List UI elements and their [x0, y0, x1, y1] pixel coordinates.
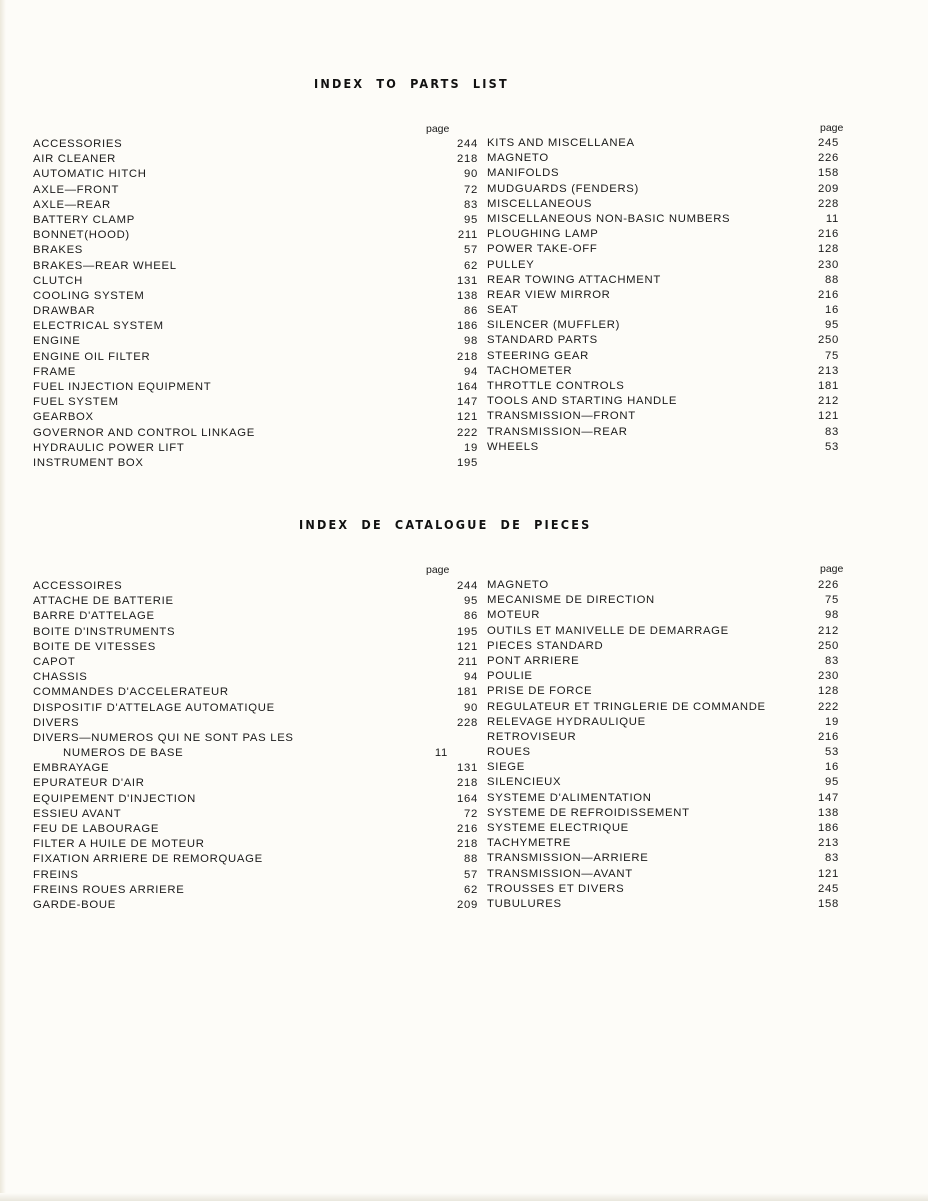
index-entry	[487, 608, 847, 623]
entry-name: MANIFOLDS	[487, 167, 560, 180]
index-entry	[487, 851, 847, 866]
entry-name: RELEVAGE HYDRAULIQUE	[487, 715, 646, 728]
entry-page-number: 131	[457, 274, 478, 287]
entry-page-number: 244	[457, 580, 478, 592]
entry-name: TRANSMISSION—FRONT	[487, 410, 636, 423]
entry-name: AXLE—REAR	[33, 198, 111, 211]
entry-page-number: 195	[457, 456, 478, 469]
entry-page-number: 72	[464, 183, 478, 196]
entry-page-number: 62	[464, 259, 478, 272]
entry-page-number: 121	[457, 411, 478, 424]
index-entry	[487, 806, 847, 821]
entry-name: EPURATEUR D'AIR	[33, 777, 145, 790]
entry-page-number: 250	[818, 334, 839, 347]
entry-name: GEARBOX	[33, 411, 94, 424]
entry-name: COOLING SYSTEM	[33, 289, 145, 302]
entry-page-number: 209	[457, 898, 478, 911]
index-entry	[33, 228, 478, 243]
entry-name: PIECES STANDARD	[487, 639, 604, 652]
entry-name: AUTOMATIC HITCH	[33, 168, 147, 181]
entry-name: SYSTEME DE REFROIDISSEMENT	[487, 806, 690, 819]
french-index-right-column	[487, 578, 847, 912]
index-entry	[33, 898, 478, 913]
entry-page-number: 86	[464, 610, 478, 623]
index-entry	[33, 441, 478, 456]
index-entry	[33, 731, 453, 746]
index-entry	[487, 669, 847, 684]
entry-name: ATTACHE DE BATTERIE	[33, 595, 174, 608]
entry-page-number: 95	[464, 595, 478, 608]
index-entry	[487, 212, 847, 227]
entry-name: ACCESSOIRES	[33, 580, 123, 592]
entry-name: TUBULURES	[487, 897, 562, 910]
index-entry	[487, 821, 847, 836]
index-entry	[487, 440, 847, 455]
index-entry	[33, 670, 478, 685]
entry-name: ACCESSORIES	[33, 138, 123, 150]
scan-bottom-shadow	[0, 1193, 928, 1201]
index-entry	[487, 409, 847, 424]
entry-page-number: 164	[457, 381, 478, 393]
french-index-left-column	[33, 579, 478, 913]
entry-page-number: 158	[818, 897, 839, 910]
index-entry	[487, 715, 847, 730]
entry-page-number: 138	[457, 289, 478, 302]
entry-page-number: 216	[818, 288, 839, 301]
entry-page-number: 158	[818, 167, 839, 180]
entry-name: CLUTCH	[33, 274, 84, 287]
entry-page-number: 138	[818, 806, 839, 819]
entry-name: CAPOT	[33, 655, 76, 668]
index-entry	[33, 625, 478, 640]
entry-page-number: 121	[818, 410, 839, 423]
entry-page-number: 83	[825, 852, 839, 865]
index-entry	[487, 867, 847, 882]
entry-name: AXLE—FRONT	[33, 183, 120, 196]
entry-name: DIVERS—NUMEROS QUI NE SONT PAS LES	[33, 731, 294, 744]
entry-page-number: 75	[825, 594, 839, 607]
entry-page-number: 211	[457, 655, 478, 668]
entry-page-number: 216	[457, 823, 478, 835]
index-entry	[33, 822, 478, 837]
entry-page-number: 83	[825, 654, 839, 667]
entry-name: EQUIPEMENT D'INJECTION	[33, 792, 196, 805]
english-index-right-column	[487, 136, 847, 455]
entry-page-number: 95	[825, 319, 839, 332]
entry-page-number: 88	[825, 273, 839, 286]
entry-page-number: 216	[818, 730, 839, 743]
index-entry	[33, 167, 478, 182]
entry-name: MAGNETO	[487, 579, 549, 591]
entry-page-number: 19	[825, 715, 839, 728]
entry-name: WHEELS	[487, 440, 539, 453]
entry-name: SIEGE	[487, 761, 526, 774]
entry-page-number: 128	[818, 243, 839, 256]
entry-page-number: 186	[818, 822, 839, 834]
entry-name: DISPOSITIF D'ATTELAGE AUTOMATIQUE	[33, 701, 275, 714]
index-entry	[33, 183, 478, 198]
entry-name: RETROVISEUR	[487, 730, 577, 743]
index-entry	[33, 807, 478, 822]
index-entry	[33, 594, 478, 609]
entry-name: THROTTLE CONTROLS	[487, 380, 625, 392]
entry-name: FIXATION ARRIERE DE REMORQUAGE	[33, 853, 263, 866]
entry-name: ESSIEU AVANT	[33, 807, 122, 820]
entry-name: ELECTRICAL SYSTEM	[33, 320, 164, 333]
index-entry	[487, 684, 847, 699]
entry-name: FEU DE LABOURAGE	[33, 823, 160, 835]
index-entry	[33, 792, 478, 807]
entry-page-number: 16	[825, 304, 839, 317]
entry-name: FREINS ROUES ARRIERE	[33, 883, 185, 896]
index-entry	[487, 394, 847, 409]
entry-name: REAR TOWING ATTACHMENT	[487, 273, 661, 286]
index-entry	[33, 746, 453, 761]
entry-name: TACHYMETRE	[487, 837, 571, 850]
entry-page-number: 245	[818, 882, 839, 895]
entry-page-number: 216	[818, 228, 839, 241]
entry-name: BRAKES	[33, 244, 84, 257]
entry-page-number: 213	[818, 837, 839, 850]
entry-name: FREINS	[33, 868, 79, 881]
index-entry	[487, 227, 847, 242]
entry-page-number: 218	[457, 777, 478, 790]
index-entry	[33, 655, 478, 670]
entry-page-number: 94	[464, 365, 478, 378]
entry-page-number: 86	[464, 305, 478, 318]
index-entry	[33, 776, 478, 791]
entry-name: HYDRAULIC POWER LIFT	[33, 441, 185, 454]
entry-page-number: 83	[825, 425, 839, 438]
entry-page-number: 245	[818, 137, 839, 149]
entry-name: POWER TAKE-OFF	[487, 243, 598, 256]
index-entry	[33, 852, 478, 867]
entry-page-number: 228	[818, 197, 839, 210]
entry-page-number: 121	[457, 640, 478, 653]
entry-page-number: 218	[457, 838, 478, 851]
entry-page-number: 57	[464, 868, 478, 881]
index-entry	[33, 761, 478, 776]
index-entry	[487, 242, 847, 257]
entry-name: MISCELLANEOUS	[487, 197, 593, 210]
index-entry	[33, 868, 478, 883]
entry-name: PLOUGHING LAMP	[487, 228, 599, 241]
index-entry	[487, 654, 847, 669]
entry-name: INSTRUMENT BOX	[33, 456, 144, 469]
entry-page-number: 226	[818, 579, 839, 591]
index-entry	[33, 274, 478, 289]
entry-page-number: 212	[818, 395, 839, 408]
index-entry	[487, 288, 847, 303]
entry-name: REAR VIEW MIRROR	[487, 288, 611, 301]
english-index-left-column	[33, 137, 478, 471]
index-entry	[33, 426, 478, 441]
entry-name: AIR CLEANER	[33, 153, 117, 166]
index-entry	[33, 243, 478, 258]
index-entry	[33, 716, 478, 731]
french-left-page-header: page	[426, 564, 450, 576]
entry-name: PULLEY	[487, 258, 535, 271]
scan-edge-shadow	[0, 0, 6, 1201]
index-entry	[487, 333, 847, 348]
entry-page-number: 222	[818, 700, 839, 713]
entry-name: KITS AND MISCELLANEA	[487, 137, 635, 149]
entry-name: BARRE D'ATTELAGE	[33, 610, 155, 623]
entry-page-number: 98	[464, 335, 478, 348]
index-entry	[33, 410, 478, 425]
entry-page-number: 212	[818, 624, 839, 637]
entry-page-number: 181	[457, 686, 478, 699]
index-entry	[487, 166, 847, 181]
entry-page-number: 121	[818, 867, 839, 880]
entry-name: DIVERS	[33, 716, 80, 729]
entry-page-number: 75	[825, 349, 839, 362]
entry-name: BRAKES—REAR WHEEL	[33, 259, 177, 272]
entry-page-number: 230	[818, 670, 839, 683]
entry-page-number: 95	[464, 213, 478, 226]
entry-page-number: 98	[825, 609, 839, 622]
entry-name: ENGINE	[33, 335, 81, 348]
index-entry	[33, 456, 478, 471]
entry-name: REGULATEUR ET TRINGLERIE DE COMMANDE	[487, 700, 766, 713]
index-entry	[487, 379, 847, 394]
entry-name: SYSTEME ELECTRIQUE	[487, 822, 629, 834]
entry-name: MUDGUARDS (FENDERS)	[487, 182, 640, 195]
entry-page-number: 53	[825, 440, 839, 453]
index-entry	[33, 685, 478, 700]
english-left-page-header: page	[426, 123, 450, 135]
entry-name: TRANSMISSION—ARRIERE	[487, 852, 649, 865]
index-entry	[33, 380, 478, 395]
entry-page-number: 16	[825, 761, 839, 774]
entry-page-number: 164	[457, 792, 478, 805]
entry-page-number: 90	[464, 701, 478, 714]
entry-name: SILENCIEUX	[487, 776, 562, 789]
index-entry	[33, 365, 478, 380]
entry-name: CHASSIS	[33, 671, 88, 684]
index-entry	[33, 259, 478, 274]
index-entry	[33, 304, 478, 319]
entry-page-number: 128	[818, 685, 839, 698]
index-entry	[487, 303, 847, 318]
index-entry	[487, 425, 847, 440]
entry-name: GARDE-BOUE	[33, 898, 116, 911]
entry-name: ROUES	[487, 746, 531, 759]
index-entry	[33, 350, 478, 365]
entry-page-number: 88	[464, 853, 478, 866]
index-entry	[487, 791, 847, 806]
index-entry	[487, 318, 847, 333]
entry-page-number: 11	[825, 212, 839, 225]
entry-name: NUMEROS DE BASE	[63, 747, 184, 760]
entry-page-number: 209	[818, 182, 839, 195]
entry-name: FUEL SYSTEM	[33, 396, 119, 409]
entry-page-number: 53	[825, 746, 839, 759]
index-entry	[33, 640, 478, 655]
index-entry	[487, 182, 847, 197]
entry-name: PONT ARRIERE	[487, 654, 580, 667]
index-entry	[487, 258, 847, 273]
index-entry	[33, 152, 478, 167]
entry-name: SYSTEME D'ALIMENTATION	[487, 791, 652, 804]
index-entry	[33, 701, 478, 716]
entry-page-number: 213	[818, 364, 839, 377]
index-entry	[33, 334, 478, 349]
index-entry	[33, 289, 478, 304]
index-entry	[487, 273, 847, 288]
entry-page-number: 147	[818, 791, 839, 804]
entry-page-number: 94	[464, 671, 478, 684]
entry-page-number: 211	[457, 229, 478, 242]
entry-page-number: 244	[457, 138, 478, 150]
index-entry	[487, 349, 847, 364]
entry-page-number: 228	[457, 716, 478, 729]
index-entry	[487, 730, 847, 745]
index-entry	[487, 364, 847, 379]
entry-page-number: 72	[464, 807, 478, 820]
index-entry	[487, 151, 847, 166]
entry-page-number: 181	[818, 380, 839, 392]
entry-page-number: 19	[464, 441, 478, 454]
index-entry	[33, 213, 478, 228]
index-entry	[33, 837, 478, 852]
entry-name: EMBRAYAGE	[33, 762, 110, 775]
entry-page-number: 218	[457, 153, 478, 166]
english-index-title: INDEX TO PARTS LIST	[314, 76, 509, 91]
entry-page-number: 218	[457, 350, 478, 363]
entry-page-number: 11	[434, 747, 448, 760]
entry-page-number: 95	[825, 776, 839, 789]
english-right-page-header: page	[820, 122, 844, 134]
entry-name: FRAME	[33, 365, 77, 378]
index-entry	[33, 395, 478, 410]
index-entry	[487, 760, 847, 775]
entry-name: GOVERNOR AND CONTROL LINKAGE	[33, 426, 255, 439]
index-entry	[33, 579, 478, 594]
french-index-title: INDEX DE CATALOGUE DE PIECES	[299, 517, 592, 532]
index-entry	[33, 319, 478, 334]
index-entry	[487, 745, 847, 760]
entry-page-number: 90	[464, 168, 478, 181]
index-entry	[487, 775, 847, 790]
entry-name: FILTER A HUILE DE MOTEUR	[33, 838, 205, 851]
index-entry	[487, 639, 847, 654]
entry-name: PRISE DE FORCE	[487, 685, 593, 698]
entry-page-number: 186	[457, 320, 478, 333]
entry-name: TACHOMETER	[487, 364, 573, 377]
entry-name: FUEL INJECTION EQUIPMENT	[33, 381, 212, 393]
index-entry	[487, 836, 847, 851]
entry-page-number: 222	[457, 426, 478, 439]
entry-page-number: 62	[464, 883, 478, 896]
index-entry	[33, 609, 478, 624]
index-entry	[487, 593, 847, 608]
entry-name: STEERING GEAR	[487, 349, 590, 362]
entry-name: DRAWBAR	[33, 305, 96, 318]
entry-name: MISCELLANEOUS NON-BASIC NUMBERS	[487, 212, 731, 225]
entry-page-number: 131	[457, 762, 478, 775]
index-entry	[487, 197, 847, 212]
entry-name: BOITE DE VITESSES	[33, 640, 157, 653]
entry-page-number: 230	[818, 258, 839, 271]
entry-name: STANDARD PARTS	[487, 334, 598, 347]
entry-name: SEAT	[487, 304, 519, 317]
entry-page-number: 250	[818, 639, 839, 652]
index-entry	[487, 897, 847, 912]
entry-page-number: 226	[818, 152, 839, 165]
index-entry	[33, 137, 478, 152]
entry-name: TRANSMISSION—AVANT	[487, 867, 633, 880]
entry-name: SILENCER (MUFFLER)	[487, 319, 621, 332]
entry-name: OUTILS ET MANIVELLE DE DEMARRAGE	[487, 624, 729, 637]
index-entry	[487, 700, 847, 715]
entry-name: MAGNETO	[487, 152, 549, 165]
entry-name: MOTEUR	[487, 609, 541, 622]
entry-name: TOOLS AND STARTING HANDLE	[487, 395, 678, 408]
entry-name: BATTERY CLAMP	[33, 213, 136, 226]
entry-name: BONNET(HOOD)	[33, 229, 130, 242]
entry-page-number: 147	[457, 396, 478, 409]
index-entry	[33, 883, 478, 898]
entry-page-number: 57	[464, 244, 478, 257]
entry-name: TRANSMISSION—REAR	[487, 425, 628, 438]
index-entry	[487, 624, 847, 639]
index-entry	[487, 882, 847, 897]
entry-name: BOITE D'INSTRUMENTS	[33, 625, 176, 638]
entry-page-number: 83	[464, 198, 478, 211]
index-entry	[487, 136, 847, 151]
entry-name: POULIE	[487, 670, 533, 683]
entry-name: COMMANDES D'ACCELERATEUR	[33, 686, 229, 699]
french-right-page-header: page	[820, 563, 844, 575]
index-entry	[33, 198, 478, 213]
entry-name: ENGINE OIL FILTER	[33, 350, 151, 363]
entry-name: TROUSSES ET DIVERS	[487, 882, 625, 895]
entry-page-number: 195	[457, 625, 478, 638]
entry-name: MECANISME DE DIRECTION	[487, 594, 655, 607]
index-entry	[487, 578, 847, 593]
